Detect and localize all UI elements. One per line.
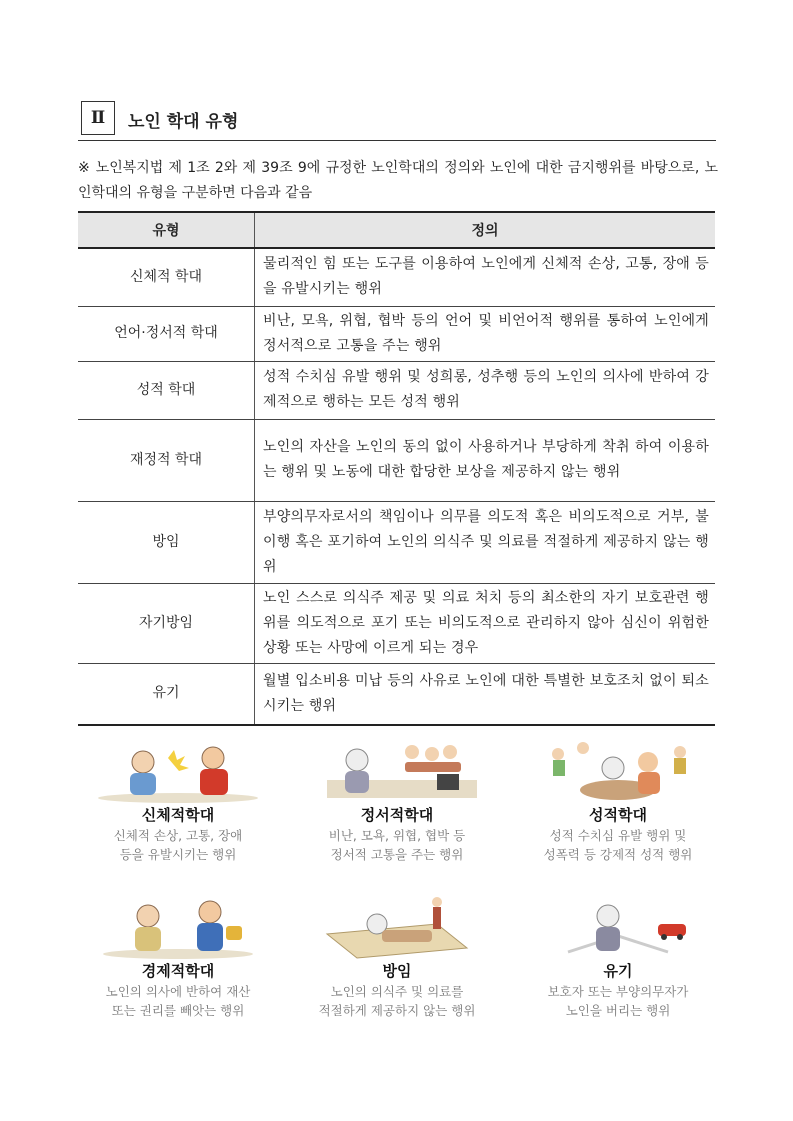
illustration-caption <box>287 982 507 1020</box>
definition-cell: 노인의 자산을 노인의 동의 없이 사용하거나 부당하게 착취 하여 이용하는 행위 및 노동에 대한 합당한 보상을 제공하지 않는 행위 <box>255 419 716 501</box>
caption-line: 적절하게 제공하지 않는 행위 <box>318 1003 476 1018</box>
definition-cell: 성적 수치심 유발 행위 및 성희롱, 성추행 등의 노인의 의사에 반하여 강제적으로 행하는 모든 성적 행위 <box>255 361 716 419</box>
illustration-physical-abuse <box>68 740 288 870</box>
table-row <box>78 419 715 501</box>
definition-cell: 노인 스스로 의식주 제공 및 의료 처치 등의 최소한의 자기 보호관련 행위를 의도적으로 포기 또는 비의도적으로 관리하지 않아 심신이 위험한 상황 또는 사망에 이르게 되는 경우 <box>255 583 716 663</box>
illustration-caption <box>68 982 288 1020</box>
section-title: 노인 학대 유형 <box>128 112 239 132</box>
table-row <box>78 663 715 725</box>
illustration-financial-abuse <box>68 896 288 1026</box>
section-heading <box>78 95 716 141</box>
table-row <box>78 248 715 306</box>
illustration-caption <box>508 982 728 1020</box>
physical-abuse-illustration <box>68 740 288 804</box>
type-cell: 재정적 학대 <box>78 419 255 501</box>
illustration-caption <box>508 826 728 864</box>
caption-line: 보호자 또는 부양의무자가 <box>547 984 689 999</box>
illustration-sexual-abuse <box>508 740 728 870</box>
illustration-title: 신체적학대 <box>141 806 215 824</box>
type-cell: 자기방임 <box>78 583 255 663</box>
caption-line: 정서적 고통을 주는 행위 <box>330 847 464 862</box>
type-cell: 방임 <box>78 501 255 583</box>
table-row <box>78 306 715 361</box>
table-row <box>78 361 715 419</box>
illustration-caption <box>68 826 288 864</box>
neglect-illustration <box>287 896 507 960</box>
illustration-title: 성적학대 <box>589 806 647 824</box>
section-number-box: Ⅱ <box>81 101 115 135</box>
caption-line: 노인의 의사에 반하여 재산 <box>105 984 251 999</box>
table-row <box>78 583 715 663</box>
type-cell: 유기 <box>78 663 255 725</box>
column-header-type: 유형 <box>78 212 255 248</box>
illustration-emotional-abuse <box>287 740 507 870</box>
column-header-definition: 정의 <box>255 212 716 248</box>
table-row <box>78 501 715 583</box>
caption-line: 신체적 손상, 고통, 장애 <box>113 828 243 843</box>
type-cell: 성적 학대 <box>78 361 255 419</box>
intro-note: ※ 노인복지법 제 1조 2와 제 39조 9에 규정한 노인학대의 정의와 노인에 대한 금지행위를 바탕으로, 노인학대의 유형을 구분하면 다음과 같음 <box>78 160 718 201</box>
table-header-row <box>78 212 715 248</box>
financial-abuse-illustration <box>68 896 288 960</box>
abandonment-illustration <box>508 896 728 960</box>
caption-line: 성적 수치심 유발 행위 및 <box>549 828 687 843</box>
definition-cell: 월별 입소비용 미납 등의 사유로 노인에 대한 특별한 보호조치 없이 퇴소시키는 행위 <box>255 663 716 725</box>
illustration-title: 방임 <box>382 962 412 980</box>
type-cell: 신체적 학대 <box>78 248 255 306</box>
illustration-abandonment <box>508 896 728 1026</box>
definition-cell: 비난, 모욕, 위협, 협박 등의 언어 및 비언어적 행위를 통하여 노인에게 정서적으로 고통을 주는 행위 <box>255 306 716 361</box>
type-cell: 언어·정서적 학대 <box>78 306 255 361</box>
definition-cell: 부양의무자로서의 책임이나 의무를 의도적 혹은 비의도적으로 거부, 불이행 혹은 포기하여 노인의 의식주 및 의료를 적절하게 제공하지 않는 행위 <box>255 501 716 583</box>
caption-line: 또는 권리를 빼앗는 행위 <box>111 1003 245 1018</box>
caption-line: 비난, 모욕, 위협, 협박 등 <box>328 828 466 843</box>
illustration-title: 경제적학대 <box>141 962 215 980</box>
caption-line: 노인의 의식주 및 의료를 <box>330 984 464 999</box>
caption-line: 성폭력 등 강제적 성적 행위 <box>543 847 693 862</box>
definition-cell: 물리적인 힘 또는 도구를 이용하여 노인에게 신체적 손상, 고통, 장애 등을 유발시키는 행위 <box>255 248 716 306</box>
emotional-abuse-illustration <box>287 740 507 804</box>
sexual-abuse-illustration <box>508 740 728 804</box>
abuse-types-table <box>78 211 715 726</box>
illustration-title: 유기 <box>603 962 633 980</box>
caption-line: 노인을 버리는 행위 <box>565 1003 671 1018</box>
illustration-caption <box>287 826 507 864</box>
caption-line: 등을 유발시키는 행위 <box>119 847 237 862</box>
illustration-neglect <box>287 896 507 1026</box>
illustration-title: 정서적학대 <box>360 806 434 824</box>
